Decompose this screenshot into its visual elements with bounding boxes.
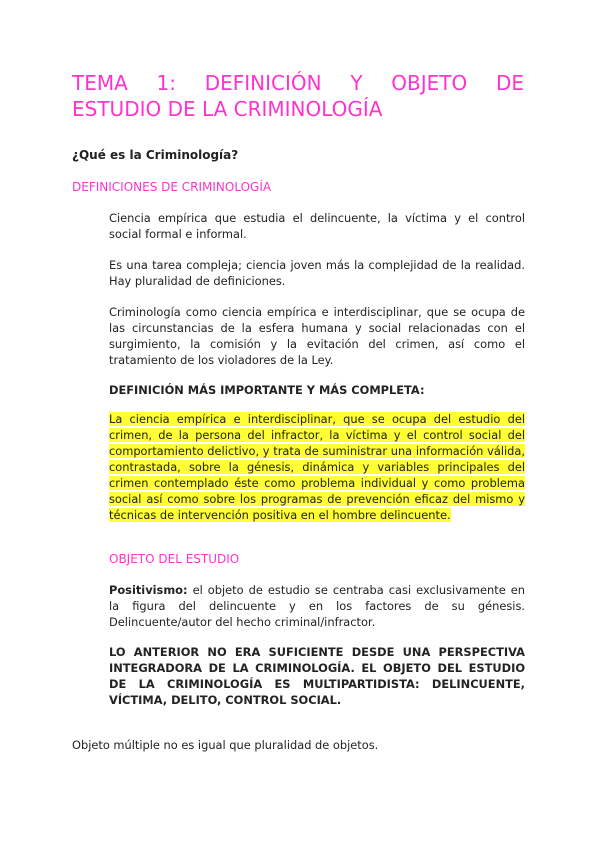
important-definition-heading: DEFINICIÓN MÁS IMPORTANTE Y MÁS COMPLETA: [109,383,425,397]
definition-paragraph-2: Es una tarea compleja; ciencia joven más la complejidad de la realidad. Hay pluralidad de definiciones. [109,258,525,288]
highlighted-definition-text: La ciencia empírica e interdisciplinar, que se ocupa del estudio del crimen, de la persona del infractor, la víctima y el control social del comportamiento delictivo, y trata de suministrar una información válida, contrastada, sobre la génesis, dinámica y variables principales del crimen contemplado éste como problema individual y como problema social así como sobre los programas de prevención eficaz del mismo y técnicas de intervención positiva en el hombre delincuente. [109,412,525,522]
positivism-text: el objeto de estudio se centraba casi exclusivamente en la figura del delincuente y en los factores de su génesis. Delincuente/autor del hecho criminal/infractor. [109,583,525,629]
highlighted-definition [109,411,525,523]
conclusion-paragraph: LO ANTERIOR NO ERA SUFICIENTE DESDE UNA PERSPECTIVA INTEGRADORA DE LA CRIMINOLOGÍA. EL OBJETO DEL ESTUDIO DE LA CRIMINOLOGÍA ES MULTIPARTIDISTA: DELINCUENTE, VÍCTIMA, DELITO, CONTROL SOCIAL. [109,645,525,707]
positivism-paragraph [109,582,525,630]
definitions-heading: DEFINICIONES DE CRIMINOLOGÍA [72,180,272,194]
page-title [72,70,524,122]
title-line-2: ESTUDIO DE LA CRIMINOLOGÍA [72,97,383,121]
footer-note: Objeto múltiple no es igual que pluralidad de objetos. [72,738,379,752]
definition-paragraph-3: Criminología como ciencia empírica e interdisciplinar, que se ocupa de las circunstancias de la esfera humana y social relacionadas con el surgimiento, la comisión y la evitación del crimen, así como el tratamiento de los violadores de la Ley. [109,305,525,367]
question-heading: ¿Qué es la Criminología? [72,148,239,162]
definition-paragraph-1: Ciencia empírica que estudia el delincuente, la víctima y el control social formal e informal. [109,211,525,241]
title-line-1: TEMA 1: DEFINICIÓN Y OBJETO DE [72,71,524,95]
positivism-label: Positivismo: [109,583,188,597]
object-heading: OBJETO DEL ESTUDIO [109,552,240,566]
